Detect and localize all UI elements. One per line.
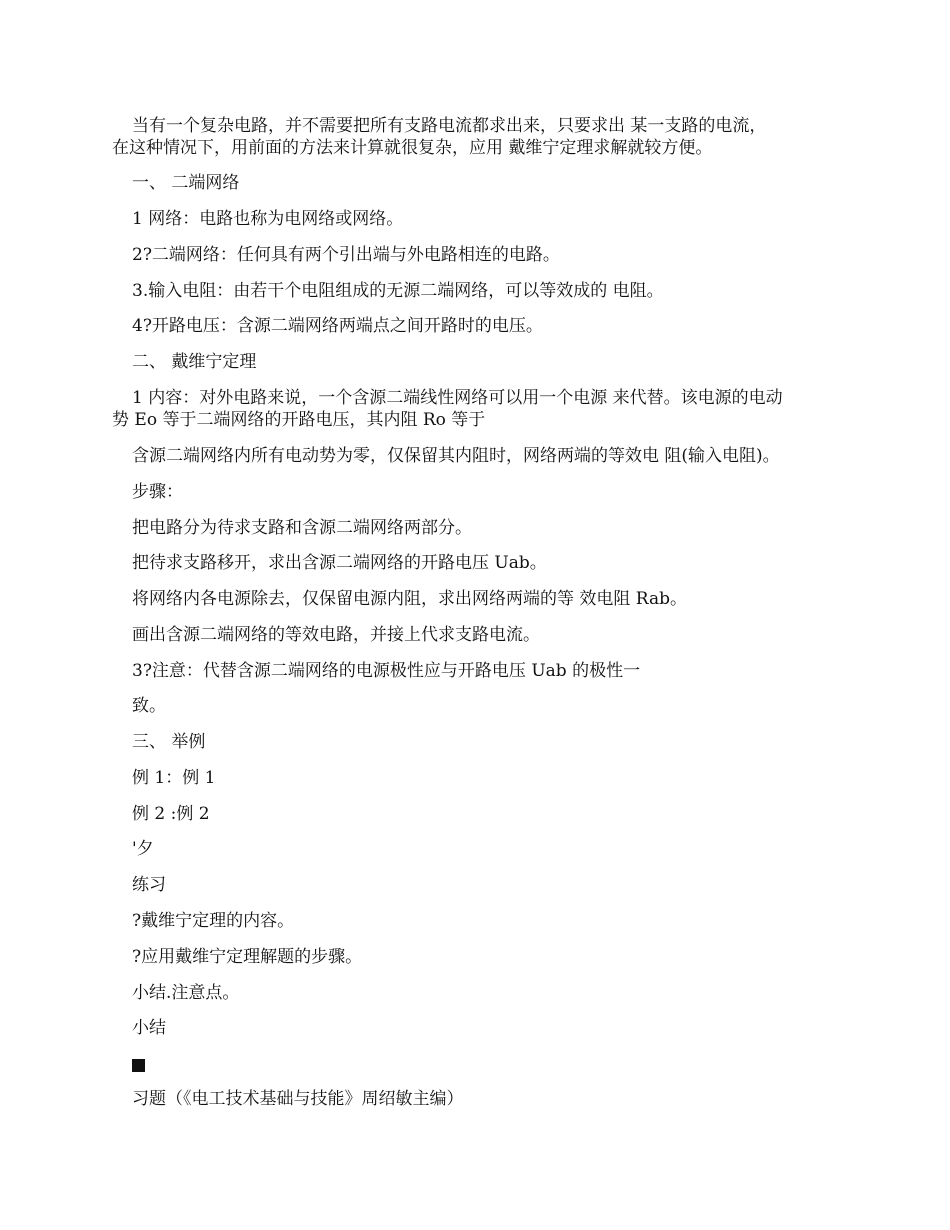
square-bullet-icon-shape bbox=[132, 1059, 145, 1072]
input-resistance-definition: 3.输入电阻：由若干个电阻组成的无源二端网络，可以等效成的 电阻。 bbox=[132, 281, 664, 301]
section-heading-examples: 三、 举例 bbox=[132, 732, 206, 752]
step-two: 把待求支路移开，求出含源二端网络的开路电压 Uab。 bbox=[132, 553, 547, 573]
theorem-content-line-1: 1 内容：对外电路来说，一个含源二端线性网络可以用一个电源 来代替。该电源的电动 bbox=[132, 388, 783, 408]
theorem-content-line-3: 含源二端网络内所有电动势为零，仅保留其内阻时，网络两端的等效电 阻(输入电阻)。 bbox=[132, 446, 780, 466]
network-definition: 1 网络：电路也称为电网络或网络。 bbox=[132, 209, 404, 229]
note-line-2: 致。 bbox=[132, 696, 166, 716]
exercise-reference: 习题（《电工技术基础与技能》周绍敏主编） bbox=[132, 1089, 464, 1109]
summary-label: 小结 bbox=[132, 1018, 166, 1038]
theorem-content-line-2: 势 Eo 等于二端网络的开路电压，其内阻 Ro 等于 bbox=[112, 410, 486, 430]
steps-label: 步骤： bbox=[132, 482, 183, 502]
step-three: 将网络内各电源除去，仅保留电源内阻，求出网络两端的等 效电阻 Rab。 bbox=[132, 589, 688, 609]
section-heading-two-terminal-network: 一、 二端网络 bbox=[132, 173, 240, 193]
square-bullet-icon bbox=[132, 1053, 145, 1078]
practice-item-two: ?应用戴维宁定理解题的步骤。 bbox=[132, 947, 363, 967]
open-circuit-voltage-definition: 4?开路电压：含源二端网络两端点之间开路时的电压。 bbox=[132, 316, 543, 336]
section-heading-thevenin-theorem: 二、 戴维宁定理 bbox=[132, 352, 257, 372]
step-four: 画出含源二端网络的等效电路，并接上代求支路电流。 bbox=[132, 625, 540, 645]
intro-line-2: 在这种情况下，用前面的方法来计算就很复杂，应用 戴维宁定理求解就较方便。 bbox=[112, 138, 713, 158]
note-line-1: 3?注意：代替含源二端网络的电源极性应与开路电压 Uab 的极性一 bbox=[132, 661, 641, 681]
step-one: 把电路分为待求支路和含源二端网络两部分。 bbox=[132, 518, 472, 538]
practice-item-one: ?戴维宁定理的内容。 bbox=[132, 911, 295, 931]
example-two: 例 2 :例 2 bbox=[132, 804, 210, 824]
two-terminal-network-definition: 2?二端网络：任何具有两个引出端与外电路相连的电路。 bbox=[132, 245, 560, 265]
intro-line-1: 当有一个复杂电路，并不需要把所有支路电流都求出来，只要求出 某一支路的电流， bbox=[132, 116, 767, 136]
summary-points: 小结.注意点。 bbox=[132, 983, 240, 1003]
practice-label: 练习 bbox=[132, 875, 166, 895]
example-one: 例 1：例 1 bbox=[132, 768, 216, 788]
text-fragment: '夕 bbox=[132, 839, 154, 859]
